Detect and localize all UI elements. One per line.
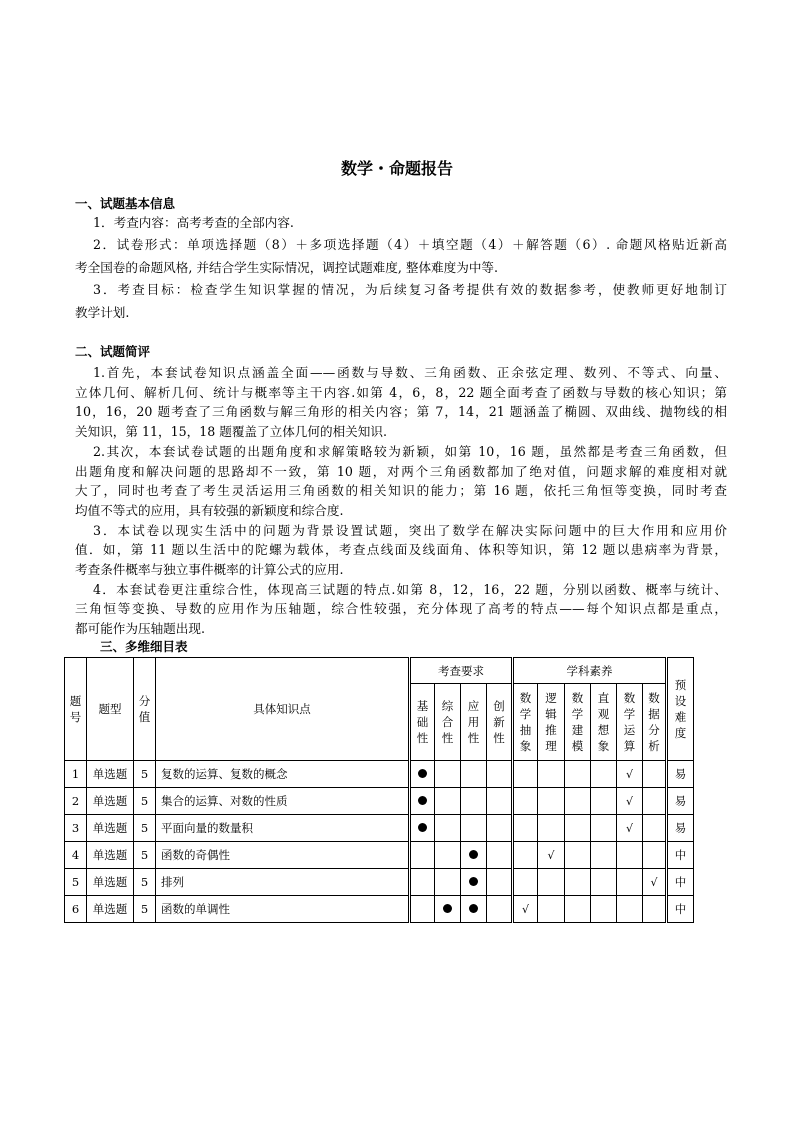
knowledge-point: 平面向量的数量积 (156, 815, 410, 842)
header-req-comprehensive: 综合性 (441, 699, 454, 745)
knowledge-point: 集合的运算、对数的性质 (156, 788, 410, 815)
header-subject-literacy: 学科素养 (513, 658, 667, 684)
paragraph-line: 1．考查内容：高考考查的全部内容. (93, 215, 294, 230)
section2-heading: 二、试题简评 (75, 344, 151, 359)
requirement-cell (410, 869, 435, 896)
requirement-cell (435, 896, 461, 923)
requirement-cell (487, 869, 513, 896)
knowledge-point: 排列 (156, 869, 410, 896)
header-lit-cell (513, 684, 538, 761)
question-type: 单选题 (87, 815, 134, 842)
header-req-applied: 应用性 (467, 699, 480, 745)
table-row (65, 815, 694, 842)
question-score: 5 (134, 815, 156, 842)
header-num: 题号 (69, 694, 82, 724)
header-lit-cell (617, 684, 643, 761)
literacy-cell (565, 788, 591, 815)
header-lit-cell (538, 684, 565, 761)
literacy-cell (513, 788, 538, 815)
paragraph-line: 2.其次，本套试卷试题的出题角度和求解策略较为新颖，如第 10，16 题，虽然都是考查三角函数，但 (93, 443, 727, 459)
check-mark: √ (521, 903, 529, 916)
dot-mark (418, 769, 427, 778)
paragraph-line: 1.首先，本套试卷知识点涵盖全面——函数与导数、三角函数、正余弦定理、数列、不等式、向量、 (93, 365, 727, 380)
literacy-cell (538, 896, 565, 923)
literacy-cell (591, 842, 617, 869)
requirement-cell (461, 896, 487, 923)
requirement-cell (461, 842, 487, 869)
requirement-cell (487, 788, 513, 815)
header-knowledge: 具体知识点 (156, 658, 410, 761)
literacy-cell (513, 842, 538, 869)
dot-mark (443, 904, 452, 913)
requirement-cell (487, 842, 513, 869)
literacy-cell (538, 815, 565, 842)
literacy-cell (617, 869, 643, 896)
question-number: 5 (65, 869, 87, 896)
question-score: 5 (134, 788, 156, 815)
paragraph-line: 教学计划. (75, 304, 130, 320)
header-num-cell (65, 658, 87, 761)
question-type: 单选题 (87, 788, 134, 815)
check-mark: √ (650, 876, 658, 889)
literacy-cell (513, 761, 538, 788)
requirement-cell (461, 788, 487, 815)
requirement-cell (487, 815, 513, 842)
question-type: 单选题 (87, 869, 134, 896)
literacy-cell (513, 815, 538, 842)
table-row (65, 842, 694, 869)
requirement-cell (410, 815, 435, 842)
header-lit-cell (591, 684, 617, 761)
paragraph-line: 立体几何、解析几何、统计与概率等主干内容.如第 4，6，8，22 题全面考查了函数与导数的核心知识；第 (75, 384, 727, 400)
dot-mark (469, 850, 478, 859)
header-req-cell (410, 684, 435, 761)
table-row (65, 788, 694, 815)
header-lit-cell (565, 684, 591, 761)
paragraph-line: 关知识，第 11，15，18 题覆盖了立体几何的相关知识. (75, 424, 387, 440)
paragraph-line: 3．本试卷以现实生活中的问题为背景设置试题，突出了数学在解决实际问题中的巨大作用和应用价 (93, 522, 727, 538)
requirement-cell (410, 842, 435, 869)
check-mark: √ (625, 795, 633, 808)
requirement-cell (410, 788, 435, 815)
requirement-cell (410, 761, 435, 788)
requirement-cell (461, 761, 487, 788)
difficulty: 易 (667, 788, 694, 815)
knowledge-point: 函数的单调性 (156, 896, 410, 923)
literacy-cell (591, 815, 617, 842)
question-type: 单选题 (87, 761, 134, 788)
literacy-cell (617, 788, 643, 815)
literacy-cell (591, 869, 617, 896)
literacy-cell (643, 869, 667, 896)
section1-heading: 一、试题基本信息 (75, 196, 176, 211)
literacy-cell (617, 815, 643, 842)
header-lit-reasoning: 逻辑推理 (545, 691, 557, 753)
page-title: 数学・命题报告 (340, 159, 453, 178)
knowledge-point: 函数的奇偶性 (156, 842, 410, 869)
question-score: 5 (134, 761, 156, 788)
header-difficulty-cell (667, 658, 694, 761)
requirement-cell (435, 842, 461, 869)
literacy-cell (643, 896, 667, 923)
question-number: 3 (65, 815, 87, 842)
section3-heading: 三、多维细目表 (100, 639, 188, 654)
header-req-basic: 基础性 (416, 699, 429, 745)
requirement-cell (487, 896, 513, 923)
knowledge-point: 复数的运算、复数的概念 (156, 761, 410, 788)
paragraph-line: 考全国卷的命题风格, 并结合学生实际情况，调控试题难度, 整体难度为中等. (75, 259, 499, 275)
table-row (65, 869, 694, 896)
literacy-cell (565, 842, 591, 869)
paragraph-line: 出题角度和解决问题的思路却不一致，第 10 题，对两个三角函数都加了绝对值，问题求解的难度相对就 (75, 463, 727, 479)
literacy-cell (591, 761, 617, 788)
requirement-cell (487, 761, 513, 788)
header-difficulty: 预设难度 (674, 678, 687, 740)
requirement-cell (410, 896, 435, 923)
paragraph-line: 都可能作为压轴题出现. (75, 621, 205, 637)
question-number: 1 (65, 761, 87, 788)
header-lit-modeling: 数学建模 (571, 691, 584, 753)
header-score-cell (134, 658, 156, 761)
check-mark: √ (547, 849, 555, 862)
check-mark: √ (625, 768, 633, 781)
literacy-cell (538, 842, 565, 869)
literacy-cell (591, 788, 617, 815)
literacy-cell (643, 761, 667, 788)
paragraph-line: 考查条件概率与独立事件概率的计算公式的应用. (75, 562, 344, 577)
requirement-cell (435, 761, 461, 788)
paragraph-line: 2．试卷形式：单项选择题（8）＋多项选择题（4）＋填空题（4）＋解答题（6）. 命题风格贴近新高 (93, 237, 727, 253)
paragraph-line: 大了，同时也考查了考生灵活运用三角函数的相关知识的能力；第 16 题，依托三角恒等变换，同时考查 (75, 483, 727, 499)
literacy-cell (643, 842, 667, 869)
question-score: 5 (134, 896, 156, 923)
literacy-cell (617, 842, 643, 869)
header-lit-cell (643, 684, 667, 761)
paragraph-line: 3．考查目标：检查学生知识掌握的情况，为后续复习备考提供有效的数据参考，使教师更好地制订 (93, 282, 727, 298)
paragraph-line: 值．如，第 11 题以生活中的陀螺为载体，考查点线面及线面角、体积等知识，第 12 题以患病率为背景， (75, 542, 727, 558)
literacy-cell (643, 788, 667, 815)
difficulty: 中 (667, 842, 694, 869)
header-req-cell (487, 684, 513, 761)
dot-mark (469, 877, 478, 886)
difficulty: 中 (667, 896, 694, 923)
header-req-innovative: 创新性 (493, 699, 505, 745)
question-type: 单选题 (87, 842, 134, 869)
header-score: 分值 (138, 694, 151, 724)
literacy-cell (513, 869, 538, 896)
dot-mark (418, 823, 427, 832)
check-mark: √ (625, 822, 633, 835)
literacy-cell (565, 896, 591, 923)
literacy-cell (538, 788, 565, 815)
requirement-cell (461, 869, 487, 896)
requirement-cell (461, 815, 487, 842)
literacy-cell (565, 761, 591, 788)
literacy-cell (617, 896, 643, 923)
paragraph-line: 均值不等式的应用，具有较强的新颖度和综合度. (75, 502, 344, 518)
literacy-cell (513, 896, 538, 923)
difficulty: 中 (667, 869, 694, 896)
requirement-cell (435, 869, 461, 896)
header-req-cell (461, 684, 487, 761)
question-score: 5 (134, 842, 156, 869)
paragraph-line: 4．本套试卷更注重综合性，体现高三试题的特点.如第 8，12，16，22 题，分别以函数、概率与统计、 (93, 581, 727, 597)
header-exam-requirements: 考查要求 (410, 658, 513, 684)
difficulty: 易 (667, 761, 694, 788)
question-type: 单选题 (87, 896, 134, 923)
paragraph-line: 三角恒等变换、导数的应用作为压轴题，综合性较强，充分体现了高考的特点——每个知识点都是重点， (75, 601, 727, 617)
question-number: 2 (65, 788, 87, 815)
literacy-cell (591, 896, 617, 923)
literacy-cell (617, 761, 643, 788)
header-lit-data-analysis: 数据分析 (648, 691, 660, 753)
dot-mark (418, 796, 427, 805)
header-type: 题型 (87, 658, 134, 761)
difficulty: 易 (667, 815, 694, 842)
table-row (65, 761, 694, 788)
table-row (65, 896, 694, 923)
header-req-cell (435, 684, 461, 761)
question-score: 5 (134, 869, 156, 896)
spec-table (64, 657, 694, 923)
literacy-cell (538, 869, 565, 896)
header-lit-computation: 数学运算 (623, 691, 636, 753)
requirement-cell (435, 815, 461, 842)
literacy-cell (565, 815, 591, 842)
question-number: 4 (65, 842, 87, 869)
header-lit-abstraction: 数学抽象 (519, 691, 532, 753)
literacy-cell (565, 869, 591, 896)
paragraph-line: 10，16，20 题考查了三角函数与解三角形的相关内容；第 7，14，21 题涵盖了椭圆、双曲线、抛物线的相 (75, 404, 727, 420)
literacy-cell (643, 815, 667, 842)
header-lit-intuition: 直观想象 (597, 691, 610, 753)
literacy-cell (538, 761, 565, 788)
question-number: 6 (65, 896, 87, 923)
dot-mark (469, 904, 478, 913)
requirement-cell (435, 788, 461, 815)
